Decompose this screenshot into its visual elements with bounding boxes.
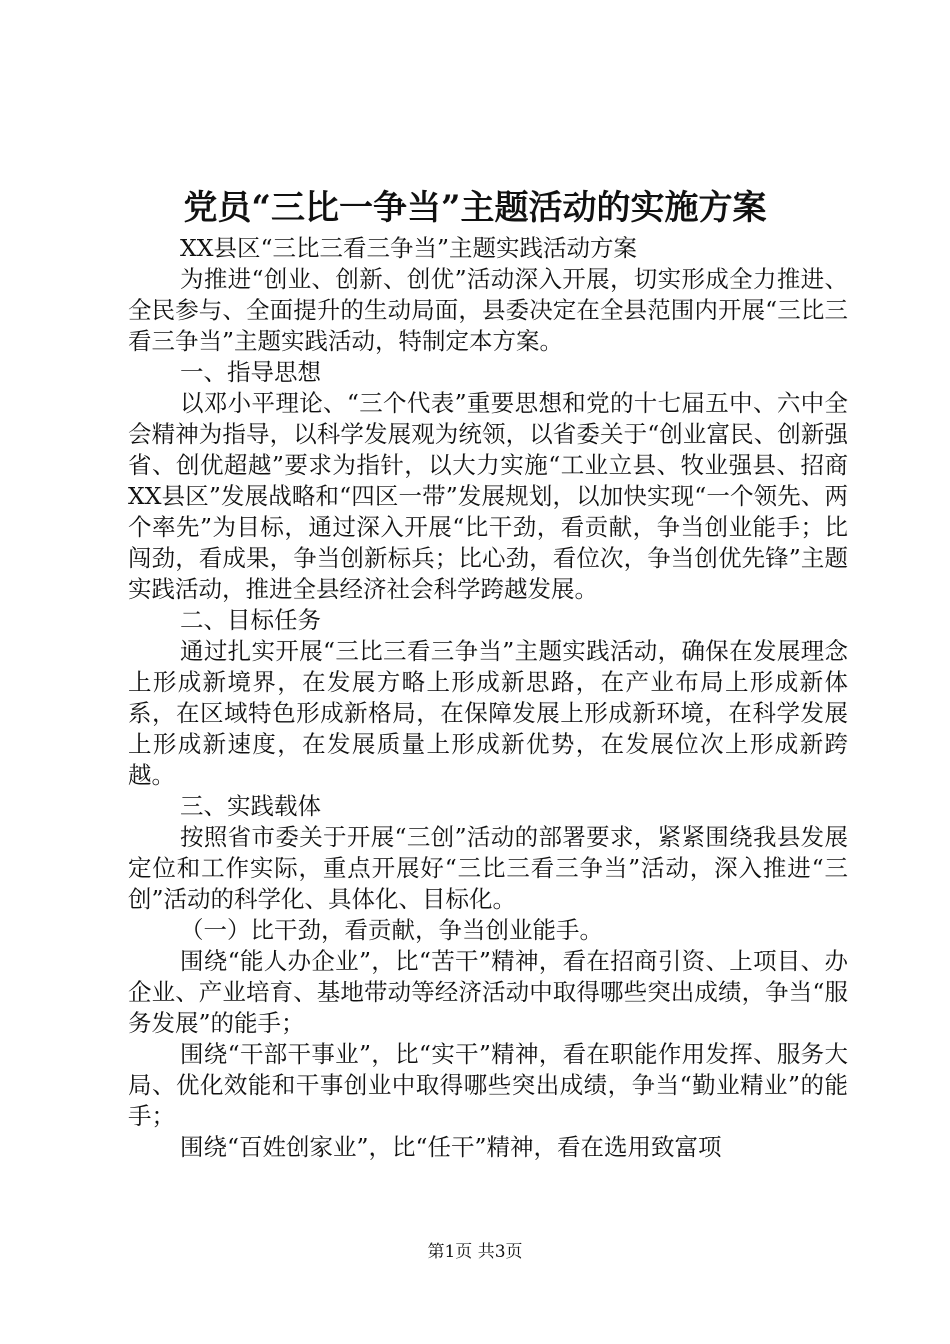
- page-number-footer: 第1页 共3页: [427, 1242, 523, 1262]
- section-heading-guiding-ideology: 一、指导思想: [180, 358, 321, 386]
- document-body: [128, 233, 848, 1163]
- section-heading-goals: 二、目标任务: [180, 606, 321, 634]
- paragraph-item-2: 围绕“干部干事业”，比“实干”精神，看在职能作用发挥、服务大局、优化效能和干事创业中取得哪些突出成绩，争当“勤业精业”的能手；: [128, 1040, 848, 1130]
- paragraph-item-1: 围绕“能人办企业”，比“苦干”精神，看在招商引资、上项目、办企业、产业培育、基地带动等经济活动中取得哪些突出成绩，争当“服务发展”的能手；: [128, 947, 848, 1037]
- paragraph-item-3: 围绕“百姓创家业”，比“任干”精神，看在选用致富项: [180, 1133, 722, 1161]
- paragraph-intro: 为推进“创业、创新、创优”活动深入开展，切实形成全力推进、全民参与、全面提升的生动局面，县委决定在全县范围内开展“三比三看三争当”主题实践活动，特制定本方案。: [128, 265, 848, 355]
- section-heading-carriers: 三、实践载体: [180, 792, 321, 820]
- paragraph-carriers: 按照省市委关于开展“三创”活动的部署要求，紧紧围绕我县发展定位和工作实际，重点开展好“三比三看三争当”活动，深入推进“三创”活动的科学化、具体化、目标化。: [128, 823, 848, 913]
- paragraph-goals: 通过扎实开展“三比三看三争当”主题实践活动，确保在发展理念上形成新境界，在发展方略上形成新思路，在产业布局上形成新体系，在区域特色形成新格局，在保障发展上形成新环境，在科学发展上形成新速度，在发展质量上形成新优势，在发展位次上形成新跨越。: [128, 637, 848, 789]
- subsection-heading-1: （一）比干劲，看贡献，争当创业能手。: [180, 916, 603, 944]
- paragraph-guiding-ideology: 以邓小平理论、“三个代表”重要思想和党的十七届五中、六中全会精神为指导，以科学发展观为统领，以省委关于“创业富民、创新强省、创优超越”要求为指针，以大力实施“工业立县、牧业强县、招商XX县区”发展战略和“四区一带”发展规划，以加快实现“一个领先、两个率先”为目标，通过深入开展“比干劲，看贡献，争当创业能手；比闯劲，看成果，争当创新标兵；比心劲，看位次，争当创优先锋”主题实践活动，推进全县经济社会科学跨越发展。: [128, 389, 848, 603]
- paragraph-subtitle: XX县区“三比三看三争当”主题实践活动方案: [180, 234, 637, 262]
- document-title: 党员“三比一争当”主题活动的实施方案: [183, 188, 767, 228]
